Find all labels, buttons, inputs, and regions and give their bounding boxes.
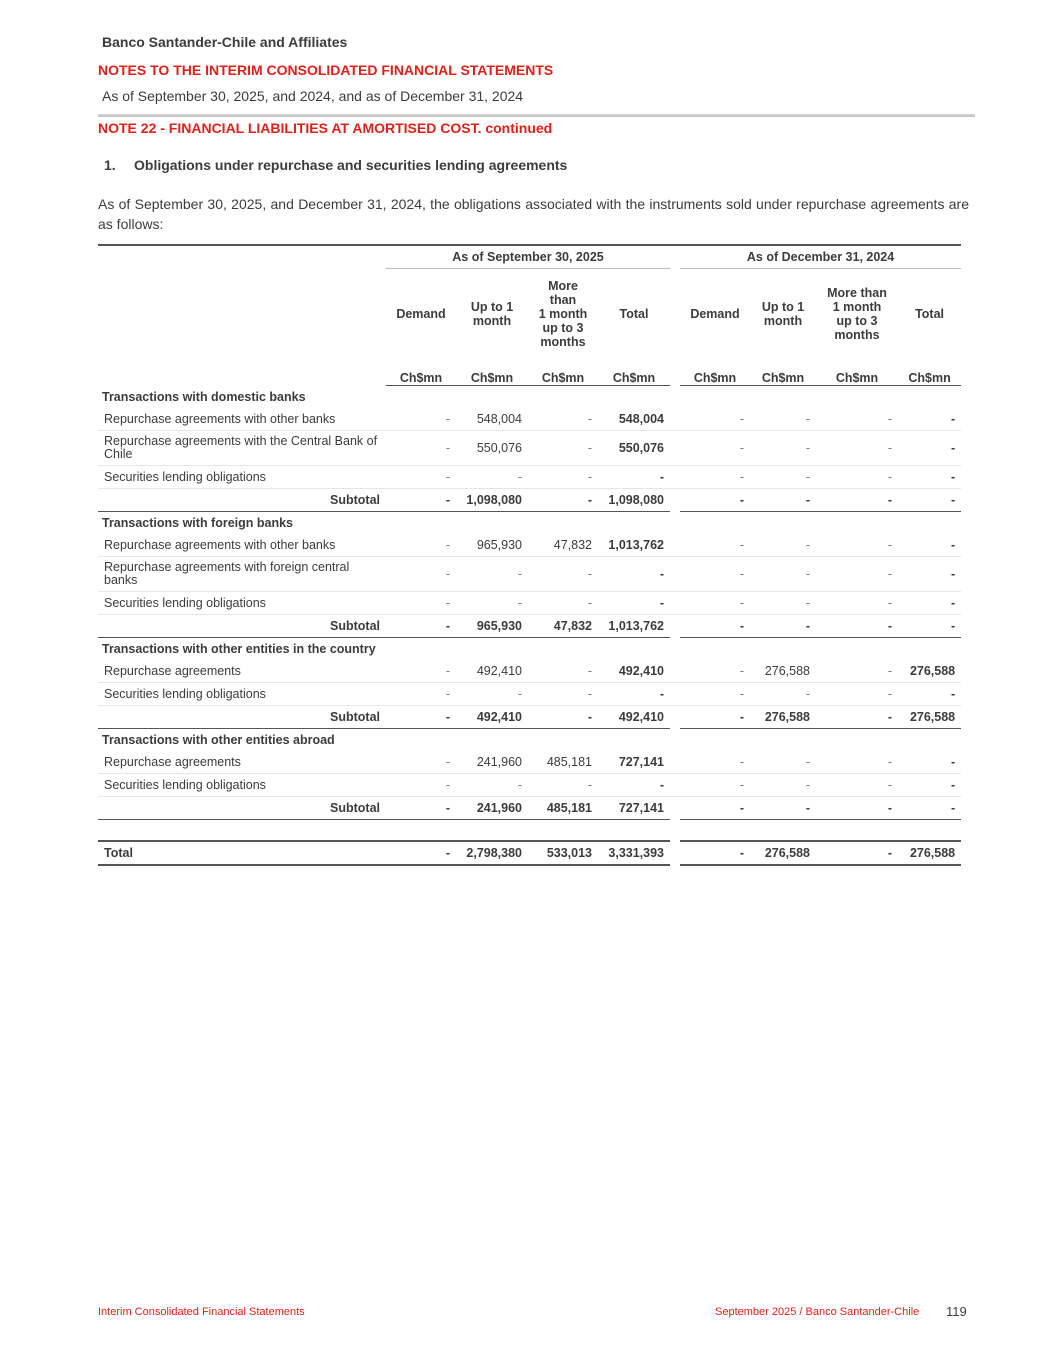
cell-value: - [898,466,961,489]
cell-value: 485,181 [528,751,598,774]
subtotal-value: - [750,797,816,820]
section-header-row [98,512,961,535]
cell-value: - [680,660,750,683]
cell-value: - [386,557,456,592]
table-row [98,431,961,466]
cell-value: - [816,466,898,489]
col-1-to-3-months: More than 1 month up to 3 months [827,286,887,342]
total-value: - [816,841,898,865]
total-value: 2,798,380 [456,841,528,865]
cell-value: - [528,466,598,489]
cell-value: - [386,592,456,615]
subtotal-value: 965,930 [456,615,528,638]
cell-value: - [750,557,816,592]
cell-value: 1,013,762 [598,534,670,557]
subtotal-value: - [816,706,898,729]
unit-label: Ch$mn [680,359,750,386]
cell-value: - [750,408,816,431]
cell-value: 276,588 [750,660,816,683]
total-value: - [386,841,456,865]
cell-value: - [750,466,816,489]
table-row [98,466,961,489]
subtotal-value: - [816,797,898,820]
subtotal-value: 1,013,762 [598,615,670,638]
subtotal-value: - [816,615,898,638]
cell-value: 550,076 [598,431,670,466]
subtotal-value: - [528,706,598,729]
cell-value: 548,004 [598,408,670,431]
row-label: Repurchase agreements [98,751,386,774]
cell-value: - [456,592,528,615]
cell-value: - [898,683,961,706]
subtotal-value: 1,098,080 [598,489,670,512]
cell-value: - [680,592,750,615]
subtotal-value: - [680,615,750,638]
col-up-to-1-month: Up to 1 month [761,300,805,328]
table-row [98,534,961,557]
subtotal-value: 276,588 [898,706,961,729]
subtotal-value: - [898,489,961,512]
section-title: Obligations under repurchase and securities lending agreements [134,157,568,173]
cell-value: - [750,592,816,615]
subtotal-row [98,797,961,820]
cell-value: - [386,774,456,797]
subtotal-value: 492,410 [598,706,670,729]
subtotal-value: 1,098,080 [456,489,528,512]
cell-value: - [456,466,528,489]
cell-value: - [528,408,598,431]
cell-value: - [386,751,456,774]
table-row [98,557,961,592]
cell-value: - [750,431,816,466]
cell-value: - [680,534,750,557]
total-value: 3,331,393 [598,841,670,865]
cell-value: - [816,660,898,683]
cell-value: - [528,683,598,706]
unit-label: Ch$mn [456,359,528,386]
total-value: 276,588 [750,841,816,865]
col-up-to-1-month: Up to 1 month [470,300,514,328]
subtotal-value: 47,832 [528,615,598,638]
cell-value: - [598,557,670,592]
col-total: Total [619,307,649,321]
section-header-row [98,386,961,409]
subtotal-value: - [386,797,456,820]
row-label: Securities lending obligations [98,592,386,615]
cell-value: 965,930 [456,534,528,557]
subtotal-value: - [680,489,750,512]
subtotal-label: Subtotal [98,706,386,729]
total-value: - [680,841,750,865]
cell-value: - [816,774,898,797]
section-header-row [98,638,961,661]
cell-value: 550,076 [456,431,528,466]
subtotal-value: - [750,615,816,638]
section-number: 1. [104,157,116,173]
cell-value: - [528,592,598,615]
cell-value: - [598,466,670,489]
col-total: Total [915,307,945,321]
cell-value: - [386,534,456,557]
group-header-sep-2025: As of September 30, 2025 [386,246,670,269]
subtotal-value: 727,141 [598,797,670,820]
cell-value: - [898,408,961,431]
company-name: Banco Santander-Chile and Affiliates [102,34,348,50]
col-demand: Demand [690,307,740,321]
table-row [98,592,961,615]
subtotal-value: 485,181 [528,797,598,820]
row-label: Repurchase agreements [98,660,386,683]
total-value: 276,588 [898,841,961,865]
cell-value: - [456,683,528,706]
cell-value: - [898,534,961,557]
cell-value: - [598,683,670,706]
subtotal-value: - [680,706,750,729]
total-value: 533,013 [528,841,598,865]
section-title: Transactions with foreign banks [102,516,294,530]
cell-value: - [386,431,456,466]
cell-value: 492,410 [598,660,670,683]
cell-value: - [816,431,898,466]
section-header-row [98,729,961,752]
section-title: Transactions with domestic banks [102,390,306,404]
notes-title: NOTES TO THE INTERIM CONSOLIDATED FINANCIAL STATEMENTS [98,62,554,78]
subtotal-row [98,615,961,638]
header-divider [98,114,975,117]
table-row [98,660,961,683]
cell-value: - [898,774,961,797]
row-label: Repurchase agreements with other banks [98,534,386,557]
cell-value: - [386,660,456,683]
footer-period: September 2025 / Banco Santander-Chile [715,1306,920,1318]
cell-value: - [898,751,961,774]
subtotal-value: 276,588 [750,706,816,729]
cell-value: - [456,557,528,592]
cell-value: - [898,592,961,615]
subtotal-value: - [528,489,598,512]
row-label: Securities lending obligations [98,683,386,706]
cell-value: 276,588 [898,660,961,683]
cell-value: - [386,466,456,489]
cell-value: 548,004 [456,408,528,431]
cell-value: - [816,408,898,431]
cell-value: - [816,557,898,592]
unit-label: Ch$mn [598,359,670,386]
row-label: Repurchase agreements with foreign central banks [98,557,386,592]
cell-value: - [680,431,750,466]
cell-value: - [750,751,816,774]
cell-value: - [598,592,670,615]
subtotal-label: Subtotal [98,489,386,512]
section-title: Transactions with other entities in the country [102,642,376,656]
cell-value: - [456,774,528,797]
cell-value: - [750,774,816,797]
repurchase-obligations-table [98,244,961,866]
subtotal-label: Subtotal [98,797,386,820]
cell-value: 492,410 [456,660,528,683]
subtotal-label: Subtotal [98,615,386,638]
cell-value: - [386,683,456,706]
cell-value: - [528,431,598,466]
as-of-date: As of September 30, 2025, and 2024, and as of December 31, 2024 [102,88,524,104]
unit-label: Ch$mn [528,359,598,386]
cell-value: - [386,408,456,431]
unit-label: Ch$mn [386,359,456,386]
unit-label: Ch$mn [816,359,898,386]
cell-value: - [680,683,750,706]
page-number: 119 [946,1304,967,1319]
cell-value: 241,960 [456,751,528,774]
cell-value: - [680,774,750,797]
cell-value: - [680,408,750,431]
cell-value: - [680,557,750,592]
subtotal-value: - [680,797,750,820]
note-title: NOTE 22 - FINANCIAL LIABILITIES AT AMORTISED COST. continued [98,120,553,136]
col-demand: Demand [396,307,446,321]
row-label: Repurchase agreements with other banks [98,408,386,431]
table-row [98,774,961,797]
cell-value: - [528,774,598,797]
cell-value: - [898,431,961,466]
footer-title: Interim Consolidated Financial Statements [98,1306,305,1318]
section-title: Transactions with other entities abroad [102,733,335,747]
subtotal-value: - [386,706,456,729]
cell-value: 727,141 [598,751,670,774]
cell-value: - [816,534,898,557]
table-row [98,408,961,431]
table-row [98,751,961,774]
total-label: Total [98,841,386,865]
row-label: Securities lending obligations [98,466,386,489]
cell-value: - [750,683,816,706]
row-label: Repurchase agreements with the Central Bank of Chile [98,431,386,466]
subtotal-row [98,706,961,729]
unit-label: Ch$mn [750,359,816,386]
subtotal-value: 492,410 [456,706,528,729]
subtotal-value: 241,960 [456,797,528,820]
subtotal-value: - [898,797,961,820]
subtotal-value: - [386,489,456,512]
row-label: Securities lending obligations [98,774,386,797]
cell-value: - [816,683,898,706]
total-row [98,841,961,865]
subtotal-value: - [816,489,898,512]
subtotal-value: - [386,615,456,638]
cell-value: - [528,660,598,683]
cell-value: - [816,751,898,774]
table-row [98,683,961,706]
unit-label: Ch$mn [898,359,961,386]
cell-value: - [898,557,961,592]
intro-paragraph: As of September 30, 2025, and December 31, 2024, the obligations associated with the instruments sold under repurchase agreements are as follows: [98,196,969,232]
cell-value: 47,832 [528,534,598,557]
cell-value: - [750,534,816,557]
section-heading [104,157,567,173]
col-1-to-3-months: More than 1 month up to 3 months [538,279,588,349]
subtotal-value: - [898,615,961,638]
subtotal-value: - [750,489,816,512]
cell-value: - [680,466,750,489]
cell-value: - [680,751,750,774]
group-header-dec-2024: As of December 31, 2024 [680,246,961,269]
subtotal-row [98,489,961,512]
cell-value: - [528,557,598,592]
cell-value: - [816,592,898,615]
cell-value: - [598,774,670,797]
